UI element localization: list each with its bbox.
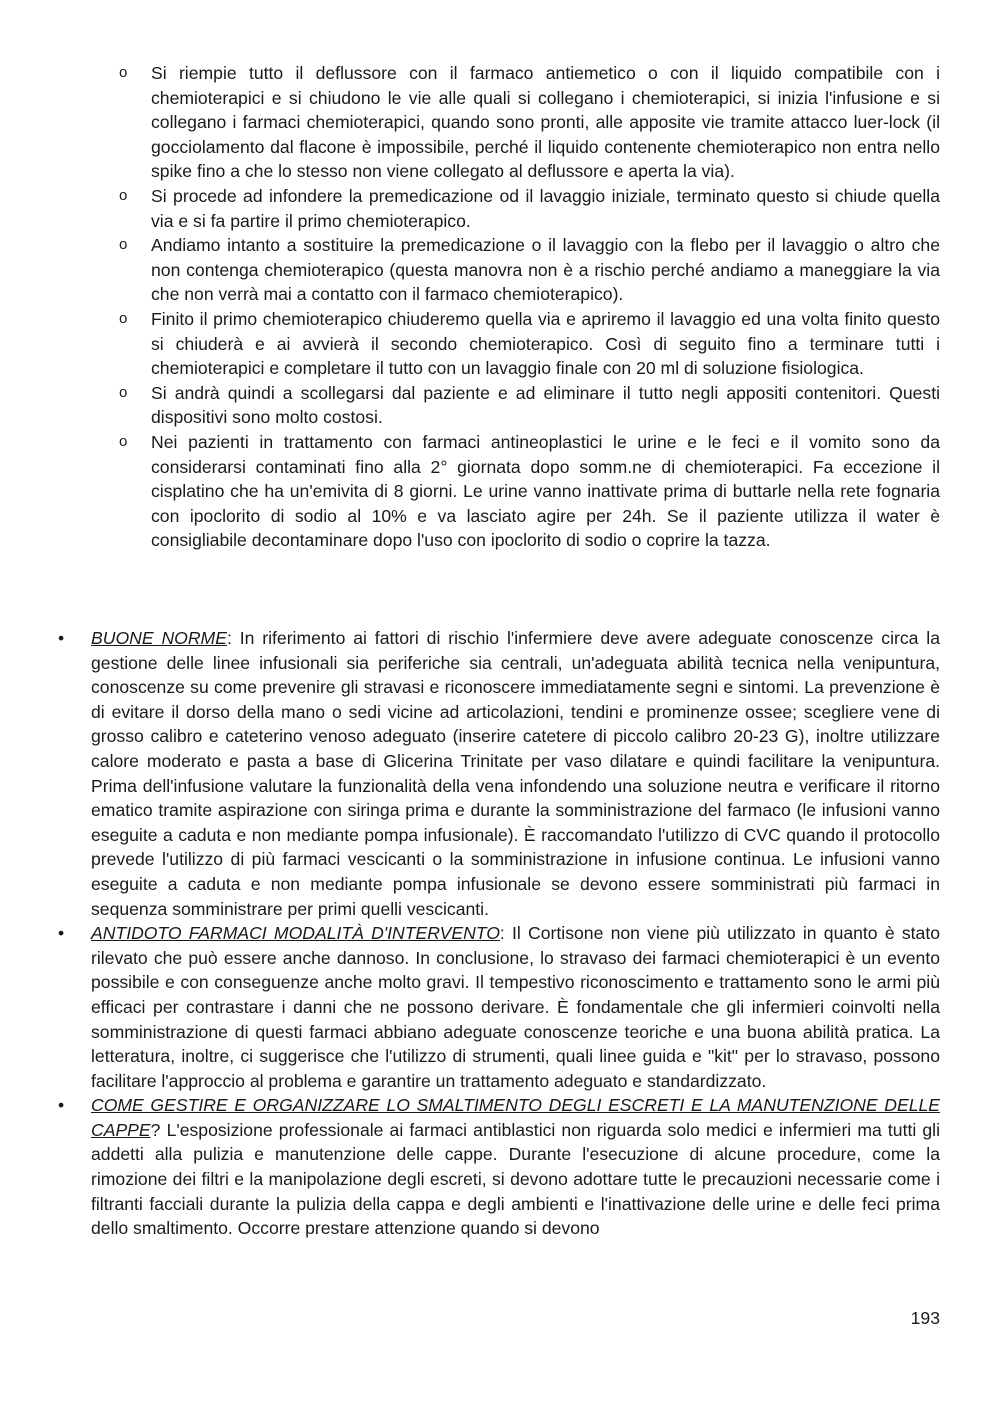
circle-bullet: o [119, 236, 128, 254]
dot-bullet: • [58, 628, 65, 648]
list-item [116, 307, 940, 381]
section-antidoto [56, 921, 940, 1093]
list-item-text: Si procede ad infondere la premedicazione od il lavaggio iniziale, terminato questo si chiude quella via e si fa partire il primo chemioterapico. [151, 185, 940, 231]
list-item [116, 430, 940, 553]
circle-bullet: o [119, 383, 128, 401]
section-smaltimento [56, 1093, 940, 1241]
page-number: 193 [910, 1308, 940, 1328]
dot-bullet: • [58, 1095, 65, 1116]
circle-bullet: o [119, 64, 128, 81]
section-text: L'esposizione professionale ai farmaci antiblastici non riguarda solo medici e infermieri ma tutti gli addetti alla pulizia e manutenzione delle cappe. Durante l'esecuzione di alcune procedure, come la rimozione dei filtri e la manipolazione degli escreti, si devono adottare tutte le precauzioni necessarie come i filtranti facciali durante la pulizia della cappa e degli ambienti e l'inattivazione delle urine e delle feci prima dello smaltimento. Occorre prestare attenzione quando si devono [91, 1119, 940, 1239]
list-item-text: Si riempie tutto il deflussore con il farmaco antiemetico o con il liquido compatibile con i chemioterapici e si chiudono le vie alle quali si collegano i chemioterapici, si inizia l'infusione e si collegano i farmaci chemioterapici, quando sono pronti, alle apposite vie tramite attacco luer-lock (il gocciolamento dal flacone è impossibile, perché il liquido contenente chemioterapico non entra nello spike fino a che lo stesso non viene collegato al deflussore e aperta la via). [151, 63, 940, 182]
dot-bullet: • [58, 923, 65, 944]
list-item-text: Andiamo intanto a sostituire la premedicazione o il lavaggio con la flebo per il lavaggio o altro che non contenga chemioterapico (questa manovra non è a rischio perché andiamo a maneggiare la via che non verrà mai a contatto con il farmaco chemioterapico). [151, 235, 940, 305]
circle-bullet: o [119, 186, 128, 204]
list-item [116, 61, 940, 184]
list-item [116, 233, 940, 307]
list-item [116, 184, 940, 233]
list-item [116, 381, 940, 430]
main-bullet-list [56, 626, 940, 1241]
circle-bullet: o [119, 432, 128, 450]
section-heading: COME GESTIRE E ORGANIZZARE LO SMALTIMENTO DEGLI ESCRETI E LA MANUTENZIONE DELLE CAPPE [91, 1095, 940, 1140]
list-item-text: Nei pazienti in trattamento con farmaci antineoplastici le urine e le feci e il vomito sono da considerarsi contaminati fino alla 2° giornata dopo somm.ne di chemioterapici. Fa eccezione il cisplatino che ha un'emivita di 8 giorni. Le urine vanno inattivate prima di buttarle nella rete fognaria con ipoclorito di sodio al 10% e va lasciato agire per 24h. Se il paziente utilizza il water è consigliabile decontaminare dopo l'uso con ipoclorito di sodio o coprire la tazza. [151, 431, 940, 551]
list-item-text: Finito il primo chemioterapico chiuderemo quella via e apriremo il lavaggio ed una volta finito questo si chiuderà e ai avvierà il secondo chemioterapico. Così di seguito fino a terminare tutti i chemioterapici e completare il tutto con un lavaggio finale con 20 ml di soluzione fisiologica. [151, 308, 940, 379]
section-heading: ANTIDOTO FARMACI MODALITÀ D'INTERVENTO [91, 923, 500, 944]
section-heading: BUONE NORME [91, 628, 227, 648]
circle-bullet: o [119, 309, 128, 327]
heading-separator: : [499, 923, 505, 944]
list-item-text: Si andrà quindi a scollegarsi dal paziente e ad eliminare il tutto negli appositi contenitori. Questi dispositivi sono molto costosi. [151, 382, 940, 428]
heading-separator: : [226, 628, 232, 648]
section-text: Il Cortisone non viene più utilizzato in quanto è stato rilevato che può essere anche dannoso. In conclusione, lo stravaso dei farmaci chemioterapici è un evento possibile e con conseguenze anche molto gravi. Il tempestivo riconoscimento e trattamento sono le armi più efficaci per contrastare i danni che ne possono derivare. È fondamentale che gli infermieri coinvolti nella somministrazione di questi farmaci abbiano adeguate conoscenze teoriche e una buona abilità pratica. La letteratura, inoltre, ci suggerisce che l'utilizzo di strumenti, quali linee guida e "kit" per lo stravaso, possono facilitare l'approccio al problema e garantire un trattamento adeguato e standardizzato. [91, 923, 940, 1091]
section-buone-norme [56, 626, 940, 921]
procedure-sublist [116, 61, 940, 553]
heading-separator: ? [150, 1119, 161, 1140]
section-text: In riferimento ai fattori di rischio l'infermiere deve avere adeguate conoscenze circa la gestione delle linee infusionali sia periferiche sia centrali, un'adeguata abilità tecnica nella venipuntura, conoscenze su come prevenire gli stravasi e riconoscere immediatamente segni e sintomi. La prevenzione è di evitare il dorso della mano o sedi vicine ad articolazioni, tendini e prominenze ossee; scegliere vene di grosso calibro e cateterino venoso adeguato (inserire catetere di piccolo calibro 20-23 G), inoltre utilizzare calore moderato e pasta a base di Glicerina Trinitate per vaso dilatare e quindi facilitare la venipuntura. Prima dell'infusione valutare la funzionalità della vena infondendo una soluzione neutra e verificare il ritorno ematico tramite aspirazione con siringa prima e durante la somministrazione del farmaco (le infusioni vanno eseguite a caduta e non mediante pompa infusionale). È raccomandato l'utilizzo di CVC quando il protocollo prevede l'utilizzo di più farmaci vescicanti o la somministrazione in infusione continua. Le infusioni vanno eseguite a caduta e non mediante pompa infusionale se devono essere somministrati più farmaci in sequenza somministrare per primi quelli vescicanti. [91, 628, 940, 919]
